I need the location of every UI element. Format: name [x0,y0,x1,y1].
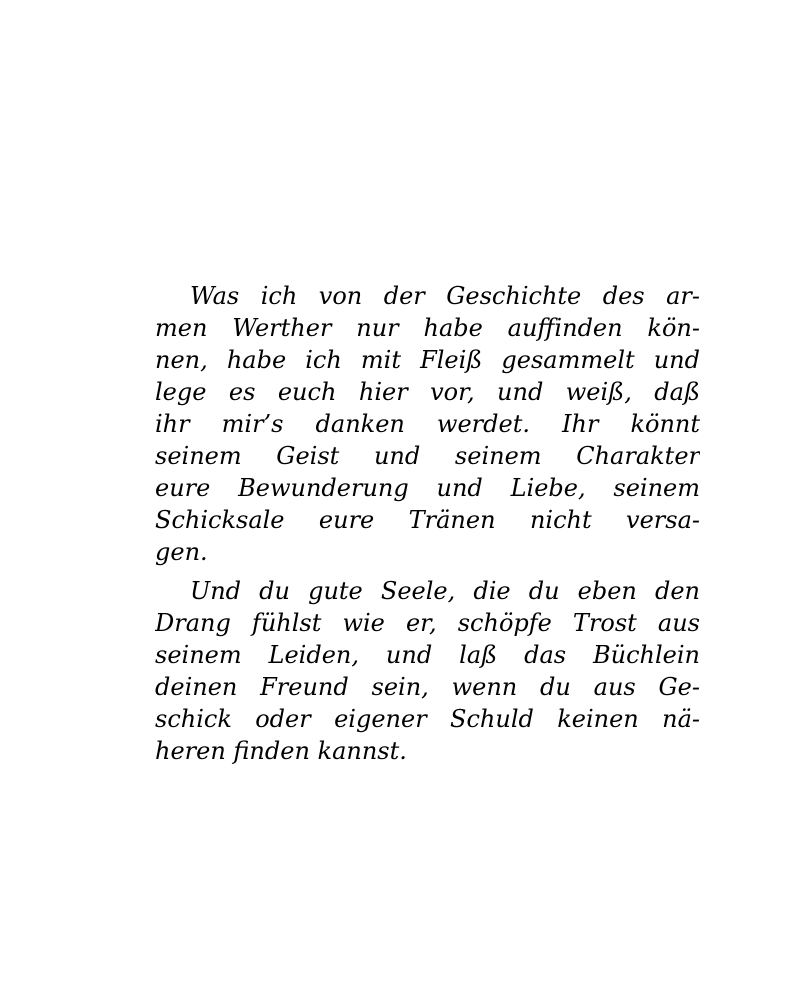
text-line: schick oder eigener Schuld keinen nä- [155,705,700,733]
text-line: Drang fühlst wie er, schöpfe Trost aus [155,609,700,637]
text-line: eure Bewunderung und Liebe, seinem [155,474,700,502]
text-line: Was ich von der Geschichte des ar- [190,282,700,310]
text-line: Und du gute Seele, die du eben den [190,577,700,605]
text-line: lege es euch hier vor, und weiß, daß [155,378,700,406]
paragraph [155,575,700,767]
paragraph [155,280,700,568]
text-line: ihr mir’s danken werdet. Ihr könnt [155,410,700,438]
text-line: seinem Leiden, und laß das Büchlein [155,641,700,669]
text-line: gen. [155,538,208,566]
text-line: nen, habe ich mit Fleiß gesammelt und [155,346,700,374]
paragraph-gap [155,568,700,575]
text-body [155,280,700,767]
text-line: heren finden kannst. [155,737,407,765]
text-line: seinem Geist und seinem Charakter [155,442,700,470]
text-line: deinen Freund sein, wenn du aus Ge- [155,673,700,701]
text-line: men Werther nur habe auffinden kön- [155,314,700,342]
text-line: Schicksale eure Tränen nicht versa- [155,506,700,534]
